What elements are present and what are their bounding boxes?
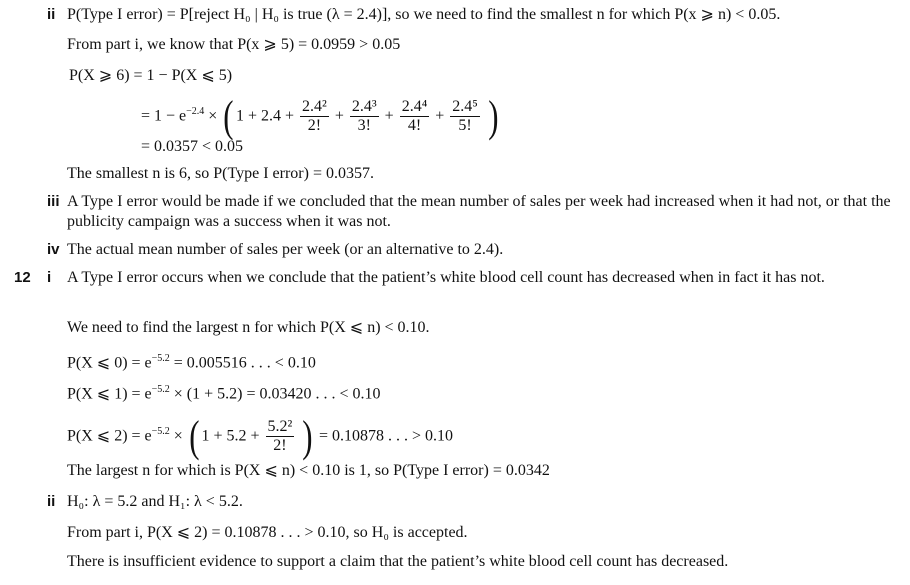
- part-ii-label: ii: [47, 6, 56, 23]
- q12-eq1-a: P(X ⩽ 0) = e: [67, 354, 152, 372]
- q12-i-text: A Type I error occurs when we conclude that the patient’s white blood cell count has decreased when in fact it has not.: [67, 269, 825, 286]
- q12-part-i-label: i: [47, 269, 52, 286]
- part-iii-label: iii: [47, 193, 60, 210]
- q12-eq3-exp: −5.2: [151, 426, 170, 437]
- fraction-d: [450, 98, 480, 135]
- p1-eq2: [141, 90, 501, 139]
- p1-eq1: P(X ⩾ 6) = 1 − P(X ⩽ 5): [69, 67, 233, 84]
- fraction-c-den: 4!: [407, 117, 422, 135]
- close-paren: ): [488, 91, 499, 141]
- fraction-e-num: 5.2²: [267, 418, 293, 436]
- q12-eq1-exp: −5.2: [151, 353, 170, 364]
- p1-eq2-exp: −2.4: [186, 106, 205, 117]
- fraction-c-num: 2.4⁴: [401, 98, 428, 116]
- q12-eq2-a: P(X ⩽ 1) = e: [67, 385, 152, 403]
- p1-eq2-inner: 1 + 2.4 +: [235, 107, 299, 125]
- open-paren: (: [223, 91, 234, 141]
- p1-eq3: = 0.0357 < 0.05: [141, 138, 244, 155]
- q12-eq1: [67, 349, 316, 373]
- plus-sign: +: [435, 107, 445, 125]
- q12-i-line2: We need to find the largest n for which P(X ⩽ n) < 0.10.: [67, 319, 430, 336]
- p1-line2: From part i, we know that P(x ⩾ 5) = 0.0959 > 0.05: [67, 36, 401, 53]
- p-iv-text: The actual mean number of sales per week (or an alternative to 2.4).: [67, 241, 504, 258]
- plus-sign: +: [334, 107, 344, 125]
- fraction-c: [400, 98, 430, 135]
- part-iv-label: iv: [47, 241, 60, 258]
- fraction-b: [350, 98, 379, 135]
- fraction-e: [266, 418, 295, 455]
- q12-ii-hyp: H₀: λ = 5.2 and H₁: λ < 5.2.: [67, 493, 243, 510]
- p1-conclusion: The smallest n is 6, so P(Type I error) = 0.0357.: [67, 165, 374, 182]
- plus-sign: +: [384, 107, 394, 125]
- fraction-e-den: 2!: [273, 437, 287, 455]
- open-paren: (: [189, 411, 200, 461]
- q12-ii-line2: From part i, P(X ⩽ 2) = 0.10878 . . . > 0.10, so H₀ is accepted.: [67, 524, 468, 541]
- q12-i-conclusion: The largest n for which is P(X ⩽ n) < 0.10 is 1, so P(Type I error) = 0.0342: [67, 462, 550, 479]
- q12-eq3-inner: 1 + 5.2 +: [201, 427, 264, 445]
- close-paren: ): [302, 411, 313, 461]
- p1-eq2-prefix: = 1 − e: [141, 107, 187, 125]
- fraction-d-den: 5!: [458, 117, 472, 135]
- q12-eq3-times: ×: [169, 427, 187, 445]
- p-iii-text: A Type I error would be made if we concluded that the mean number of sales per week had increased when it had not, or that the publicity campaign was a success when it was not.: [67, 193, 891, 230]
- question-12-label: 12: [14, 269, 31, 286]
- q12-eq2: [67, 380, 381, 404]
- fraction-b-den: 3!: [357, 117, 371, 135]
- q12-eq2-b: × (1 + 5.2) = 0.03420 . . . < 0.10: [169, 385, 381, 403]
- q12-eq2-exp: −5.2: [151, 384, 170, 395]
- fraction-a: [300, 98, 329, 135]
- q12-eq3-a: P(X ⩽ 2) = e: [67, 427, 152, 445]
- q12-eq3: [67, 410, 453, 459]
- fraction-a-num: 2.4²: [302, 98, 327, 116]
- fraction-d-num: 2.4⁵: [452, 98, 478, 116]
- p1-line1: P(Type I error) = P[reject H₀ | H₀ is true (λ = 2.4)], so we need to find the smallest n for which P(x ⩾ n) < 0.05.: [67, 6, 781, 23]
- fraction-b-num: 2.4³: [351, 98, 377, 116]
- fraction-a-den: 2!: [307, 117, 322, 135]
- p1-eq2-times: ×: [204, 107, 222, 125]
- q12-part-ii-label: ii: [47, 493, 56, 510]
- q12-ii-line3: There is insufficient evidence to support a claim that the patient’s white blood cell count has decreased.: [67, 553, 729, 570]
- q12-eq3-b: = 0.10878 . . . > 0.10: [314, 427, 454, 445]
- q12-eq1-b: = 0.005516 . . . < 0.10: [169, 354, 316, 372]
